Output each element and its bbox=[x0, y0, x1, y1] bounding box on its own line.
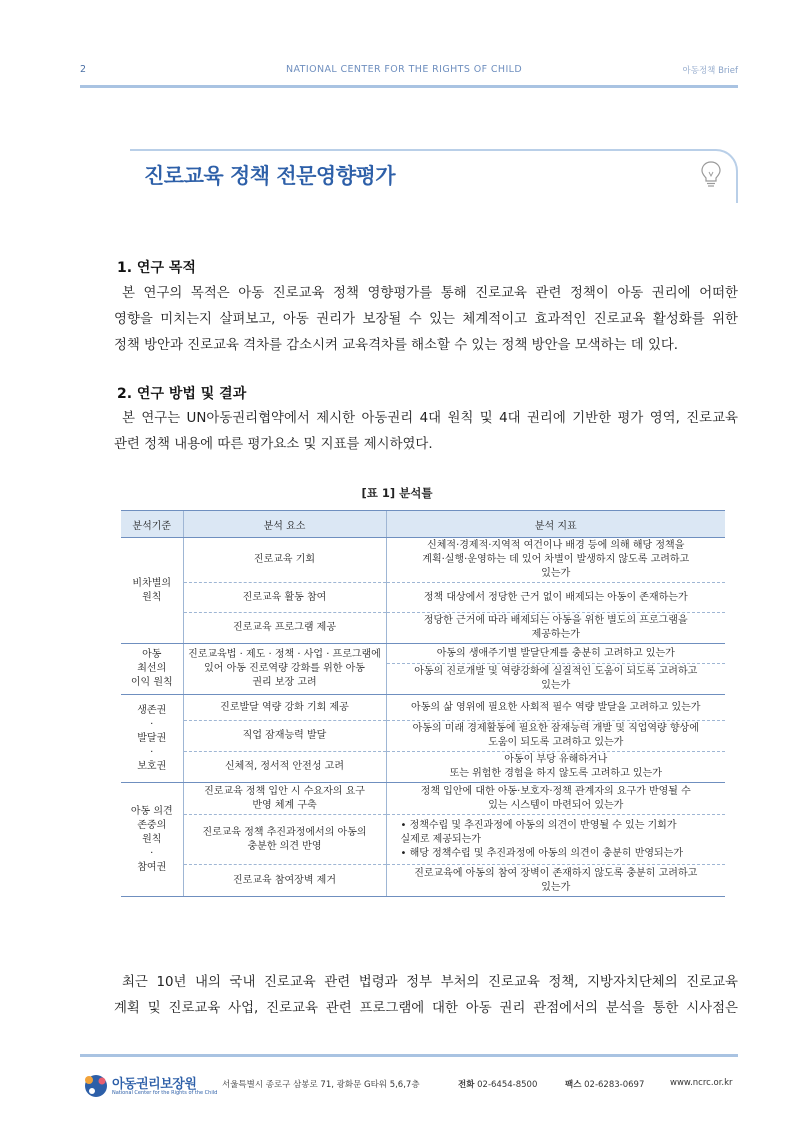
table-row bbox=[121, 783, 725, 815]
org-name: NATIONAL CENTER FOR THE RIGHTS OF CHILD bbox=[286, 64, 523, 75]
page-header bbox=[80, 64, 738, 78]
indicator-cell: • 정책수립 및 추진과정에 아동의 의견이 반영될 수 있는 기회가 실제로 제공되는가 • 해당 정책수립 및 추진과정에 아동의 의견이 충분히 반영되는가 bbox=[386, 815, 725, 865]
lightbulb-icon bbox=[700, 160, 722, 188]
section-heading-purpose: 1. 연구 목적 bbox=[117, 260, 196, 276]
header-rule bbox=[80, 85, 738, 88]
table-caption: [표 1] 분석틀 bbox=[361, 486, 433, 500]
footer-address: 서울특별시 종로구 삼봉로 71, 광화문 G타워 5,6,7층 bbox=[222, 1080, 420, 1090]
column-header: 분석 요소 bbox=[183, 511, 386, 538]
footer-website: www.ncrc.or.kr bbox=[670, 1078, 733, 1088]
criterion-cell: 아동 의견 존중의 원칙 · 참여권 bbox=[121, 783, 183, 897]
column-header: 분석기준 bbox=[121, 511, 183, 538]
logo-mark-icon bbox=[80, 1072, 112, 1098]
indicator-cell: 신체적·경제적·지역적 여건이나 배경 등에 의해 해당 정책을 계획·실행·운영하는 데 있어 차별이 발생하지 않도록 고려하고 있는가 bbox=[386, 538, 725, 583]
table-row bbox=[121, 644, 725, 664]
fax-number: 02-6283-0697 bbox=[584, 1080, 645, 1090]
criterion-cell: 비차별의 원칙 bbox=[121, 538, 183, 644]
indicator-cell: 아동의 미래 경제활동에 필요한 잠재능력 개발 및 직업역량 향상에 도움이 되도록 고려하고 있는가 bbox=[386, 721, 725, 752]
table-row bbox=[121, 752, 725, 783]
paragraph-line: 영향을 미치는지 살펴보고, 아동 권리가 보장될 수 있는 체계적이고 효과적인 진로교육 활성화를 위한 bbox=[114, 312, 738, 327]
indicator-cell: 정책 입안에 대한 아동·보호자·정책 관계자의 요구가 반영될 수 있는 시스템이 마련되어 있는가 bbox=[386, 783, 725, 815]
indicator-cell: 정당한 근거에 따라 배제되는 아동을 위한 별도의 프로그램을 제공하는가 bbox=[386, 613, 725, 644]
paragraph-line: 계획 및 진로교육 사업, 진로교육 관련 프로그램에 대한 아동 권리 관점에서의 분석을 통한 시사점은 bbox=[114, 1001, 738, 1016]
brief-label: 아동정책 Brief bbox=[682, 66, 738, 76]
org-logo bbox=[80, 1070, 220, 1100]
section-heading-method: 2. 연구 방법 및 결과 bbox=[117, 386, 247, 402]
page-number: 2 bbox=[80, 64, 87, 75]
criterion-cell: 생존권 · 발달권 · 보호권 bbox=[121, 695, 183, 783]
table-row bbox=[121, 865, 725, 897]
element-cell: 진로교육법 · 제도 · 정책 · 사업 · 프로그램에 있어 아동 진로역량 강화를 위한 아동 권리 보장 고려 bbox=[183, 644, 386, 695]
element-cell: 진로교육 정책 입안 시 수요자의 요구 반영 체계 구축 bbox=[183, 783, 386, 815]
paragraph-line: 본 연구의 목적은 아동 진로교육 정책 영향평가를 통해 진로교육 관련 정책이 아동 권리에 어떠한 bbox=[122, 286, 738, 301]
table-row bbox=[121, 613, 725, 644]
phone-number: 02-6454-8500 bbox=[477, 1080, 538, 1090]
indicator-cell: 아동이 부당 유해하거나 또는 위험한 경험을 하지 않도록 고려하고 있는가 bbox=[386, 752, 725, 783]
element-cell: 진로교육 기회 bbox=[183, 538, 386, 583]
fax-label: 팩스 bbox=[565, 1080, 582, 1090]
indicator-cell: 정책 대상에서 정당한 근거 없이 배제되는 아동이 존재하는가 bbox=[386, 583, 725, 613]
analysis-framework-table bbox=[121, 510, 725, 897]
section-body-purpose bbox=[114, 281, 738, 359]
indicator-cell: 진로교육에 아동의 참여 장벽이 존재하지 않도록 충분히 고려하고 있는가 bbox=[386, 865, 725, 897]
paragraph-line: 최근 10년 내의 국내 진로교육 관련 법령과 정부 부처의 진로교육 정책, 지방자치단체의 진로교육 bbox=[122, 975, 738, 990]
element-cell: 진로교육 정책 추진과정에서의 아동의 충분한 의견 반영 bbox=[183, 815, 386, 865]
paragraph-line: 관련 정책 내용에 따른 평가요소 및 지표를 제시하였다. bbox=[114, 437, 433, 452]
paragraph-line: 본 연구는 UN아동권리협약에서 제시한 아동권리 4대 원칙 및 4대 권리에 기반한 평가 영역, 진로교육 bbox=[122, 411, 738, 426]
footer-phone bbox=[458, 1078, 537, 1090]
table-row bbox=[121, 695, 725, 721]
element-cell: 직업 잠재능력 발달 bbox=[183, 721, 386, 752]
indicator-cell: 아동의 진로개발 및 역량강화에 실질적인 도움이 되도록 고려하고 있는가 bbox=[386, 664, 725, 695]
element-cell: 진로교육 참여장벽 제거 bbox=[183, 865, 386, 897]
element-cell: 신체적, 정서적 안전성 고려 bbox=[183, 752, 386, 783]
element-cell: 진로교육 프로그램 제공 bbox=[183, 613, 386, 644]
footer-fax bbox=[565, 1078, 644, 1090]
indicator-cell: 아동의 생애주기별 발달단계를 충분히 고려하고 있는가 bbox=[386, 644, 725, 664]
column-header: 분석 지표 bbox=[386, 511, 725, 538]
criterion-cell: 아동 최선의 이익 원칙 bbox=[121, 644, 183, 695]
table-row bbox=[121, 538, 725, 583]
element-cell: 진로발달 역량 강화 기회 제공 bbox=[183, 695, 386, 721]
paragraph-line: 정책 방안과 진로교육 격차를 감소시켜 교육격차를 해소할 수 있는 정책 방안을 모색하는 데 있다. bbox=[114, 338, 679, 353]
indicator-cell: 아동의 삶 영위에 필요한 사회적 필수 역량 발달을 고려하고 있는가 bbox=[386, 695, 725, 721]
footer-rule bbox=[80, 1054, 738, 1057]
table-row bbox=[121, 815, 725, 865]
table-row bbox=[121, 721, 725, 752]
element-cell: 진로교육 활동 참여 bbox=[183, 583, 386, 613]
table-row bbox=[121, 583, 725, 613]
page-title: 진로교육 정책 전문영향평가 bbox=[144, 164, 396, 188]
logo-name: 아동권리보장원 bbox=[112, 1077, 197, 1092]
section-body-method bbox=[114, 406, 738, 458]
table-header-row bbox=[121, 511, 725, 538]
phone-label: 전화 bbox=[458, 1080, 475, 1090]
logo-subtitle: National Center for the Rights of the Child bbox=[112, 1090, 218, 1096]
closing-paragraph bbox=[114, 970, 738, 1022]
